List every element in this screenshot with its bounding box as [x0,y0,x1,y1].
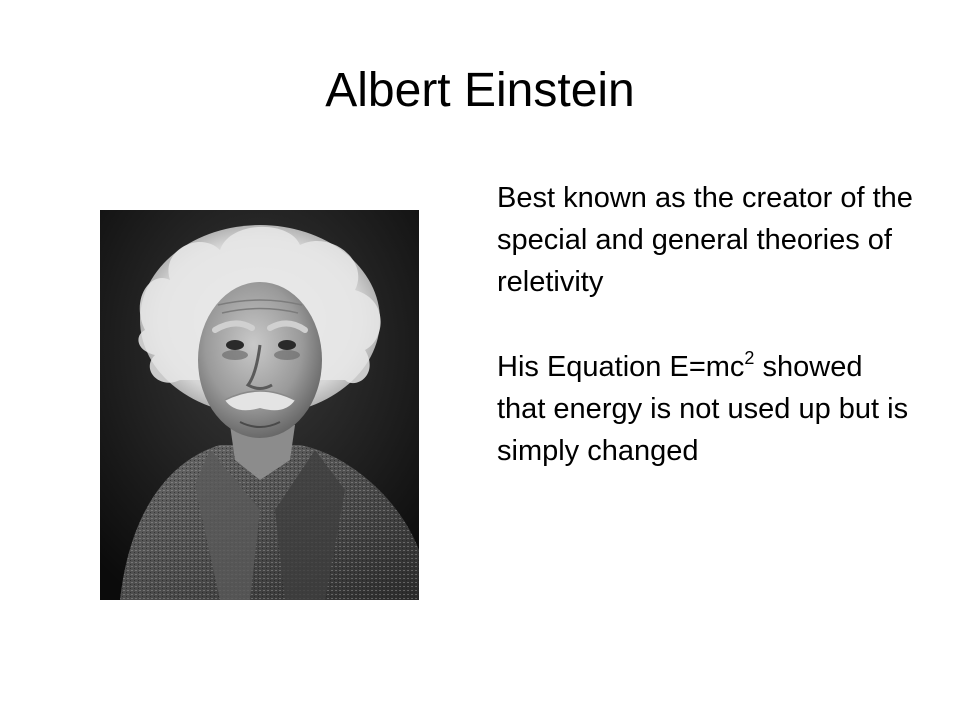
paragraph-relativity: Best known as the creator of the special and general theories of reletivity [497,182,913,298]
slide-title: Albert Einstein [325,64,635,117]
equation-prefix: His Equation E=mc [497,351,745,383]
body-text [497,177,917,472]
einstein-portrait-photo [100,210,419,600]
equation-suffix: showed that energy is not used up but is simply changed [497,351,909,467]
paragraph-equation [497,346,917,472]
equation-exponent: 2 [744,348,755,368]
